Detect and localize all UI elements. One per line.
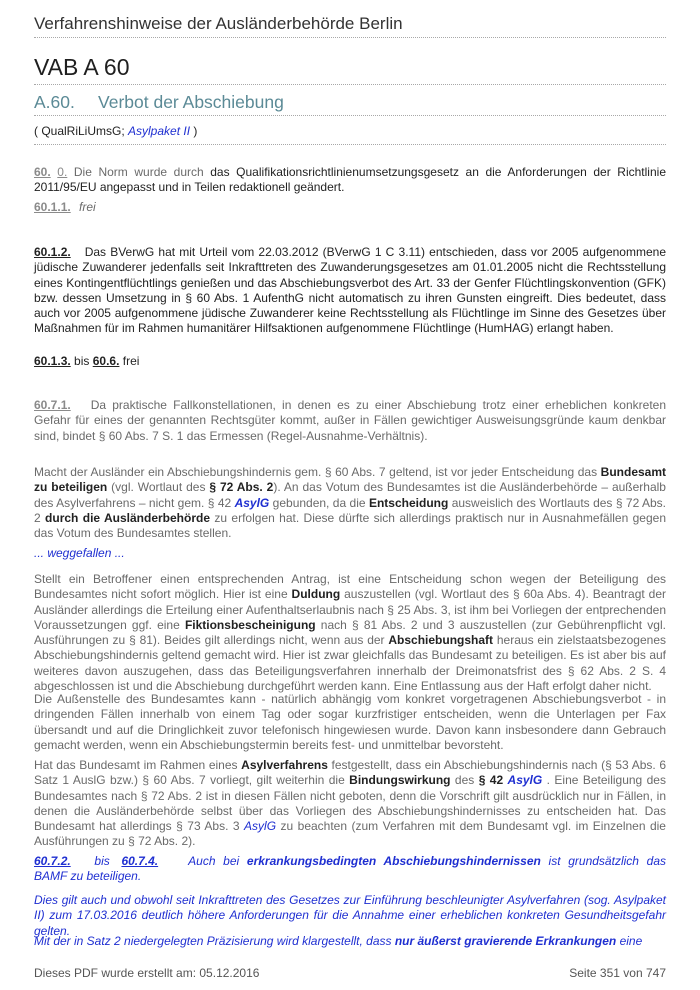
paragraph-60-1-2: 60.1.2. Das BVerwG hat mit Urteil vom 22.03.2012 (BVerwG 1 C 3.11) entschieden, dass vor 2005 aufgenommene jüdische Zuwanderer jedenfalls seit Inkrafttreten des Zuwanderungsgesetzes am 01.01.2005 nicht die Rechtsstellung eines Kontingentflüchtlings genießen und das Abschiebungsverbot des Art. 33 der Genfer Flüchtlingskonvention (GFK) bzw. dessen Umsetzung in § 60 Abs. 1 AufenthG nicht automatisch zu ihren Gunsten eingreift. Dies bedeutet, dass auch vor 2005 aufgenommene jüdische Zuwanderer keine Rechtsstellung als Flüchtlinge im Sinne des Gesetzes über Maßnahmen für im Rahmen humanitärer Hilfsaktionen aufgenommene Flüchtlinge (HumHAG) erlangt haben. <box>34 245 666 336</box>
paragraph-praezisierung: Mit der in Satz 2 niedergelegten Präzisierung wird klargestellt, dass nur äußerst gravierende Erkrankungen eine <box>34 934 643 948</box>
document-title: VAB A 60 <box>34 54 130 80</box>
anchor-60-1-2[interactable]: 60.1.2. <box>34 245 71 259</box>
asylpaket-link[interactable]: Asylpaket II <box>128 124 191 138</box>
anchor-60-1-3[interactable]: 60.1.3. <box>34 354 71 368</box>
paragraph-weggefallen: ... weggefallen ... <box>34 546 125 560</box>
header-title: Verfahrenshinweise der Ausländerbehörde Berlin <box>34 14 403 33</box>
source-line: ( QualRiLiUmsG; Asylpaket II ) <box>34 124 198 138</box>
paragraph-bindungswirkung: Hat das Bundesamt im Rahmen eines Asylverfahrens festgestellt, dass ein Abschiebungshindernis nach (§ 53 Abs. 6 Satz 1 AuslG bzw.) § 60 Abs. 7 vorliegt, gilt weiterhin die Bindungswirkung des § 42 AsylG . Eine Beteiligung des Bundesamtes nach § 72 Abs. 2 ist in diesen Fällen nicht geboten, denn die Vorschrift gilt ausdrücklich nur in Fällen, in denen die Ausländerbehörde selbst über das Vorliegen des Abschiebungshindernisses zu entscheiden hat. Das Bundesamt hat allerdings § 73 Abs. 3 AsylG zu beachten (zum Verfahren mit dem Bundesamt vgl. im Einzelnen die Ausführungen zu § 72 Abs. 2). <box>34 758 666 849</box>
paragraph-60-0: 60. 0. Die Norm wurde durch das Qualifikationsrichtlinienumsetzungsgesetz an die Anforderungen der Richtlinie 2011/95/EU angepasst und in Teilen redaktionell geändert. <box>34 165 666 195</box>
paragraph-duldung: Stellt ein Betroffener einen entsprechenden Antrag, ist eine Entscheidung schon wegen der Beteiligung des Bundesamtes nicht sofort möglich. Hier ist eine Duldung auszustellen (vgl. Wortlaut des § 60a Abs. 4). Beantragt der Ausländer allerdings die Erteilung einer Aufenthaltserlaubnis nach § 25 Abs. 3, ist ihm bei Vorliegen der entprechenden Voraussetzungen ggf. eine Fiktionsbescheinigung nach § 81 Abs. 2 und 3 auszustellen (zur Gebührenpflicht vgl. Ausführungen zu § 81). Beides gilt allerdings nicht, wenn aus der Abschiebungshaft heraus ein zielstaatsbezogenes Abschiebungshindernis geltend gemacht wird. Hier ist zwar gleichfalls das Bundesamt zu beteiligen. Es ist aber bis auf weiteres davon auszugehen, dass das Beteiligungsverfahren innerhalb der Dreimonatsfrist des § 62 Abs. 2 S. 4 abgeschlossen ist und die Abschiebung durchgeführt werden kann. Eine Entlassung aus der Haft erfolgt daher nicht. <box>34 572 666 694</box>
footer-created: Dieses PDF wurde erstellt am: 05.12.2016 <box>34 966 260 980</box>
footer-page-number: Seite 351 von 747 <box>569 966 666 980</box>
paragraph-bundesamt-beteiligung: Macht der Ausländer ein Abschiebungshindernis gem. § 60 Abs. 7 geltend, ist vor jeder Entscheidung das Bundesamt zu beteiligen (vgl. Wortlaut des § 72 Abs. 2). An das Votum des Bundesamtes ist die Ausländerbehörde – außerhalb des Asylverfahrens – nicht gem. § 42 AsylG gebunden, da die Entscheidung ausweislich des Wortlauts des § 72 Abs. 2 durch die Ausländerbehörde zu erfolgen hat. Diese dürfte sich allerdings praktisch nur in Ausnahmefällen gegen das Votum des Bundesamtes stellen. <box>34 465 667 541</box>
divider <box>34 115 666 116</box>
page-footer <box>34 966 666 980</box>
asylg-link[interactable]: AsylG <box>234 495 270 510</box>
anchor-60-7-1[interactable]: 60.7.1. <box>34 398 71 412</box>
paragraph-60-1-1: 60.1.1. frei <box>34 200 96 214</box>
asylg-link[interactable]: AsylG <box>244 819 277 834</box>
paragraph-asylpaket: Dies gilt auch und obwohl seit Inkrafttreten des Gesetzes zur Einführung beschleunigter Asylverfahren (sog. Asylpaket II) zum 17.03.2016 deutlich höhere Anforderungen für die Annahme einer erheblichen konkreten Gesundheitsgefahr gelten. <box>34 893 666 938</box>
section-title: Verbot der Abschiebung <box>98 92 284 112</box>
divider <box>34 37 666 38</box>
paragraph-60-7-1: 60.7.1. Da praktische Fallkonstellationen, in denen es zu einer Abschiebung trotz einer erheblichen konkreten Gefahr für eines der genannten Rechtsgüter kommt, außer in Fällen gewichtiger Ausweisungsgründe kaum denkbar sind, bindet § 60 Abs. 7 S. 1 das Ermessen (Regel-Ausnahme-Verhältnis). <box>34 398 666 443</box>
section-heading <box>34 92 284 113</box>
paragraph-60-1-3: 60.1.3. bis 60.6. frei <box>34 354 140 368</box>
divider <box>34 84 666 85</box>
anchor-60-1-1[interactable]: 60.1.1. <box>34 200 71 214</box>
anchor-60-6[interactable]: 60.6. <box>92 354 120 368</box>
anchor-60-7-4[interactable]: 60.7.4. <box>121 854 159 868</box>
anchor-0[interactable]: 0. <box>57 165 68 179</box>
section-number: A.60. <box>34 92 75 112</box>
paragraph-aussenstelle: Die Außenstelle des Bundesamtes kann - natürlich abhängig vom konkret vorgetragenen Abschiebungsverbot - in dringenden Fällen innerhalb von einem Tag oder sogar kurzfristiger entscheiden, wenn die Unterlagen per Fax übersandt und auf die Dringlichkeit zuvor telefonisch hingewiesen wurde. Davon kann insbesondere dann Gebrauch gemacht werden, wenn ein Abschiebungstermin bereits fest- und unmittelbar bevorsteht. <box>34 692 666 752</box>
anchor-60-7-2[interactable]: 60.7.2. <box>34 854 71 868</box>
asylg-link[interactable]: AsylG <box>507 773 543 788</box>
divider <box>34 144 666 145</box>
paragraph-60-7-2: 60.7.2. bis 60.7.4. Auch bei erkrankungsbedingten Abschiebungshindernissen ist grundsätzlich das BAMF zu beteiligen. <box>34 854 666 884</box>
anchor-60[interactable]: 60. <box>34 165 51 179</box>
